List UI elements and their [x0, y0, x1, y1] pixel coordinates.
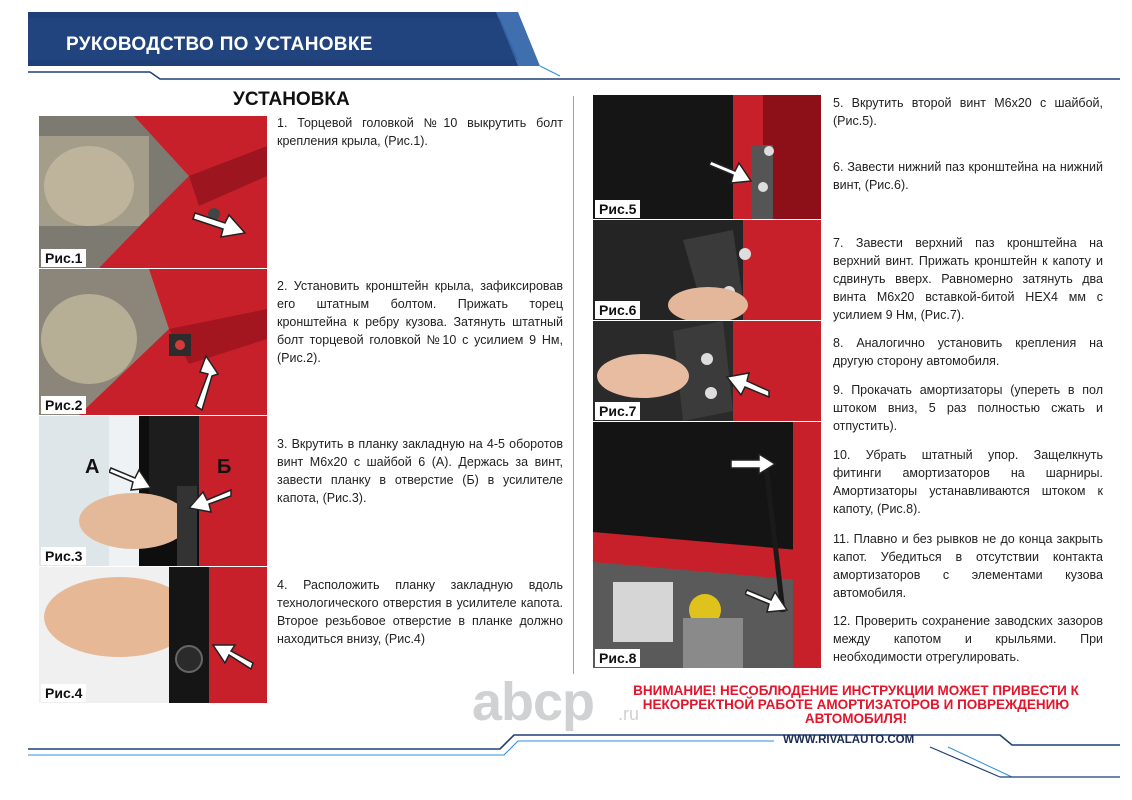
step-10: 10. Убрать штатный упор. Защелкнуть фитинги амортизаторов на шарниры. Амортизаторы устанавливаются штоком к капоту, (Рис.8). — [833, 448, 1103, 516]
step-6: 6. Завести нижний паз кронштейна на нижний винт, (Рис.6). — [833, 160, 1103, 192]
figure-label: Рис.5 — [595, 200, 640, 218]
photo-fig3 — [38, 415, 268, 567]
figure-label: Рис.6 — [595, 301, 640, 319]
step-7: 7. Завести верхний паз кронштейна на верхний винт. Прижать кронштейн к капоту и сдвинуть вверх. Равномерно затянуть два винта М6х20 вставкой-битой HEX4 мм с усилием 9 Нм, (Рис.7). — [833, 236, 1103, 322]
step-4: 4. Расположить планку закладную вдоль технологического отверстия в усилителе капота. Второе резьбовое отверстие в планке должно находиться внизу, (Рис.4) — [277, 578, 563, 646]
footer-lines — [0, 725, 1132, 785]
photo-fig1 — [38, 115, 268, 269]
photo-fig2-image — [39, 269, 267, 415]
step-8: 8. Аналогично установить крепления на другую сторону автомобиля. — [833, 336, 1103, 368]
arrow-icon — [109, 458, 155, 494]
figure-label: Рис.1 — [41, 249, 86, 267]
step-2: 2. Установить кронштейн крыла, зафиксировав его штатным болтом. Прижать торец кронштейна к ребру кузова. Затянуть штатный болт торцевой головкой №10 с усилием 9 Нм, (Рис.2). — [277, 279, 563, 365]
step-12: 12. Проверить сохранение заводских зазоров между капотом и крыльями. При необходимости отрегулировать. — [833, 614, 1103, 664]
step-1: 1. Торцевой головкой №10 выкрутить болт крепления крыла, (Рис.1). — [277, 116, 563, 148]
website-link[interactable]: WWW.RIVALAUTO.COM — [783, 734, 915, 746]
figure-label: Рис.7 — [595, 402, 640, 420]
step-5: 5. Вкрутить второй винт М6х20 с шайбой, (Рис.5). — [833, 96, 1103, 128]
photo-fig2 — [38, 268, 268, 416]
photo-fig1-image — [39, 116, 267, 268]
photo-fig8 — [592, 421, 822, 669]
arrow-icon — [745, 582, 791, 618]
watermark-logo: abcp — [472, 672, 595, 732]
figure-label: Рис.4 — [41, 684, 86, 702]
watermark-suffix: .ru — [618, 704, 640, 724]
column-divider — [573, 96, 574, 674]
page-header-title: РУКОВОДСТВО ПО УСТАНОВКЕ — [66, 34, 373, 55]
arrow-icon — [184, 354, 224, 414]
step-9: 9. Прокачать амортизаторы (упереть в пол штоком вниз, 5 раз полностью сжать и отпустить). — [833, 383, 1103, 433]
photo-fig7 — [592, 320, 822, 422]
arrow-icon — [189, 201, 249, 241]
arrow-icon — [211, 641, 255, 677]
arrow-icon — [187, 480, 233, 516]
step-3: 3. Вкрутить в планку закладную на 4-5 оборотов винт М6х20 с шайбой 6 (А). Держась за винт, завести планку в отверстие (Б) в усилителе капота, (Рис.3). — [277, 437, 563, 505]
warning-text: ВНИМАНИЕ! НЕСОБЛЮДЕНИЕ ИНСТРУКЦИИ МОЖЕТ ПРИВЕСТИ К НЕКОРРЕКТНОЙ РАБОТЕ АМОРТИЗАТОРОВ И ПОВРЕЖДЕНИЮ АВТОМОБИЛЯ! — [633, 683, 1079, 726]
section-title: УСТАНОВКА — [233, 89, 350, 110]
figure-label: Рис.3 — [41, 547, 86, 565]
photo-fig4 — [38, 566, 268, 704]
arrow-icon — [709, 153, 755, 189]
arrow-icon — [729, 452, 779, 476]
photo-label-a: А — [85, 456, 100, 478]
step-11: 11. Плавно и без рывков не до конца закрыть капот. Убедиться в отсутствии контакта амортизаторов с элементами кузова автомобиля. — [833, 532, 1103, 600]
photo-fig8-image — [593, 422, 821, 668]
figure-label: Рис.2 — [41, 396, 86, 414]
photo-fig4-image — [39, 567, 267, 703]
photo-label-b: Б — [217, 456, 232, 478]
photo-fig6 — [592, 219, 822, 321]
arrow-icon — [725, 369, 771, 405]
photo-fig5 — [592, 94, 822, 220]
figure-label: Рис.8 — [595, 649, 640, 667]
